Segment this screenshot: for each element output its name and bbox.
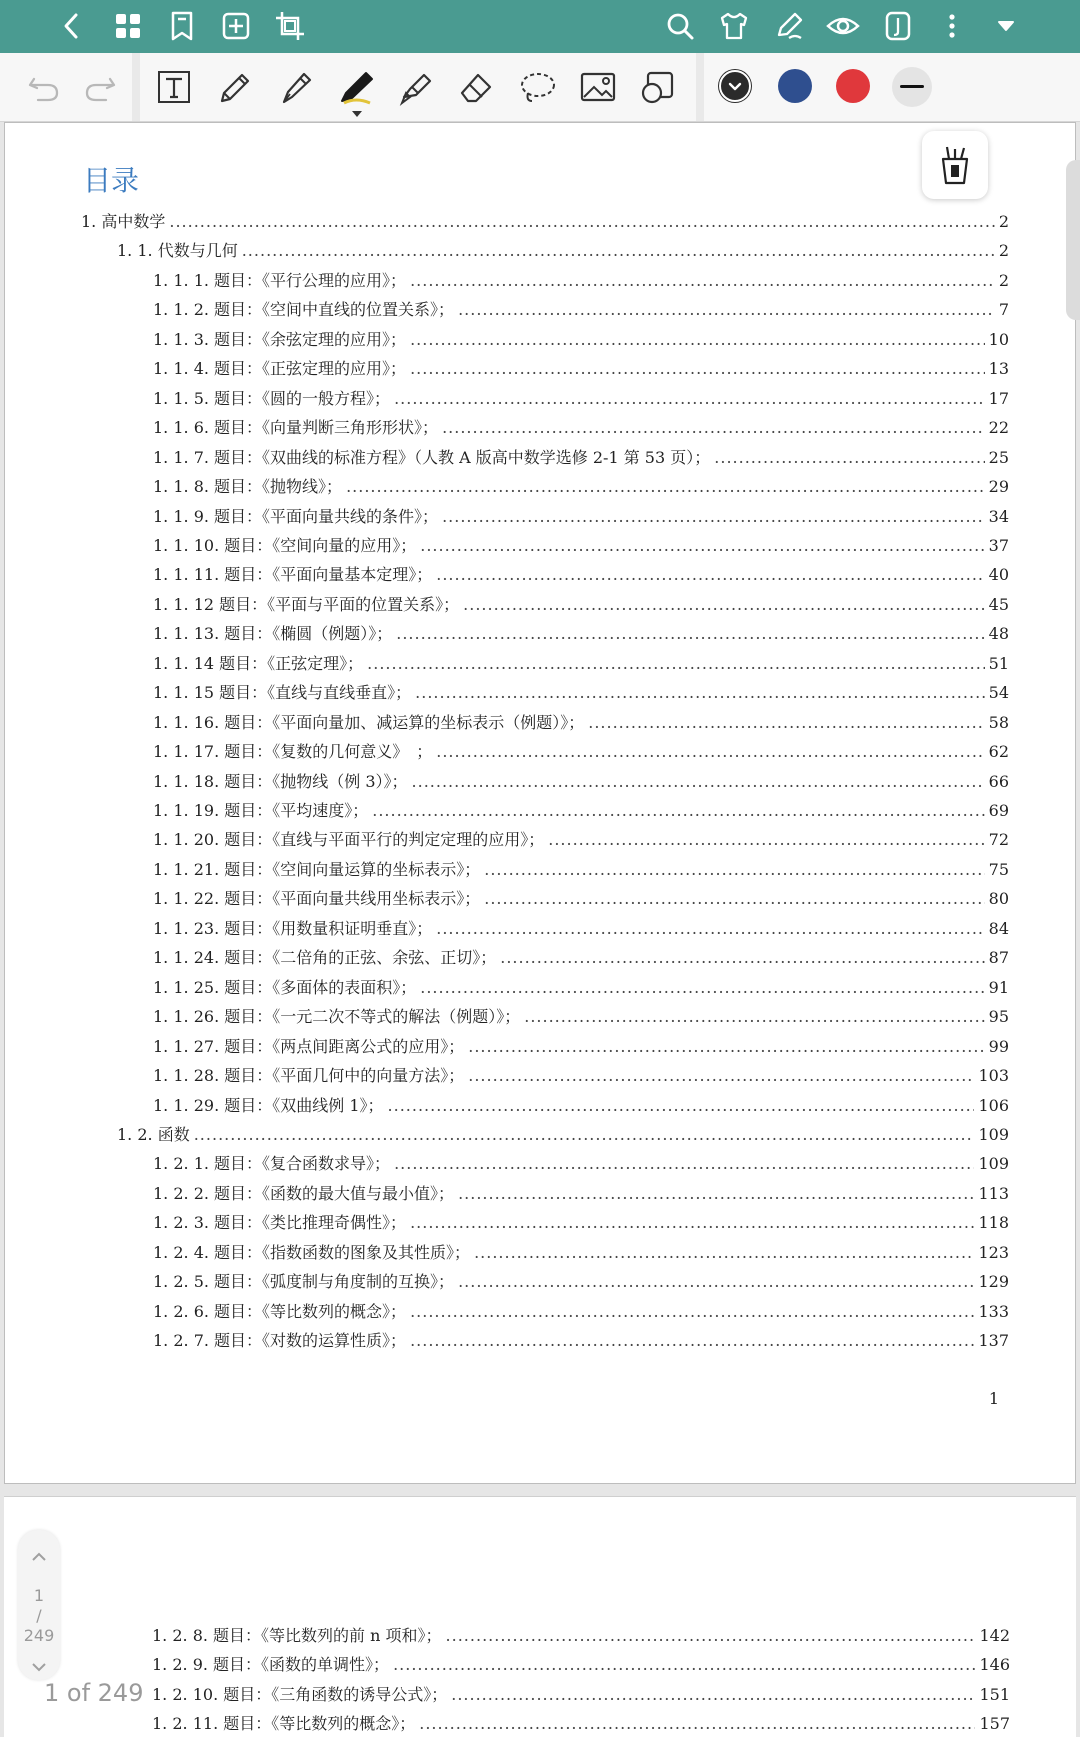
toc-entry-title: 1. 2. 1. 题目：《复合函数求导》； <box>153 1154 391 1174</box>
toc-entry-title: 1. 2. 10. 题目：《三角函数的诱导公式》； <box>152 1684 448 1704</box>
toc-leader-dots <box>420 533 984 559</box>
toc-entry-title: 1. 2. 7. 题目：《对数的运算性质》； <box>153 1331 407 1351</box>
toc-entry-page: 17 <box>988 388 1009 408</box>
toc-entry[interactable] <box>153 680 1009 706</box>
toc-entry-title: 1. 1. 代数与几何 <box>117 241 238 261</box>
toc-leader-dots <box>410 1299 974 1325</box>
page-navigator[interactable] <box>18 1530 60 1680</box>
toc-entry-page: 48 <box>988 624 1009 644</box>
pen-cup-icon <box>939 145 971 185</box>
toc-entry-title: 1. 1. 29. 题目：《双曲线例 1》； <box>153 1095 384 1115</box>
toc-entry-page: 37 <box>988 535 1009 555</box>
toc-entry-page: 103 <box>978 1066 1009 1086</box>
toc-entry-page: 25 <box>988 447 1009 467</box>
toc-entry-page: 13 <box>988 359 1009 379</box>
toc-entry[interactable] <box>117 238 1009 264</box>
toc-entry[interactable] <box>153 533 1009 559</box>
shirt-icon[interactable] <box>716 8 752 44</box>
toc-leader-dots <box>410 356 985 382</box>
toc-leader-dots <box>588 710 984 736</box>
add-page-icon[interactable] <box>218 8 254 44</box>
toc-entry[interactable] <box>153 769 1009 795</box>
toc-entry-title: 1. 1. 17. 题目：《复数的几何意义》 ； <box>153 742 433 762</box>
toc-entry[interactable] <box>81 209 1009 235</box>
toc-entry-title: 1. 1. 16. 题目：《平面向量加、减运算的坐标表示（例题）》； <box>153 712 585 732</box>
toc-entry-page: 87 <box>988 948 1009 968</box>
toc-entry-page: 29 <box>988 477 1009 497</box>
toc-entry[interactable] <box>153 827 1009 853</box>
toc-entry-page: 51 <box>988 653 1009 673</box>
color-swatch-red[interactable] <box>836 69 870 103</box>
toc-entry-title: 1. 2. 6. 题目：《等比数列的概念》； <box>153 1301 407 1321</box>
eraser-icon[interactable] <box>456 67 496 107</box>
grid-icon[interactable] <box>110 8 146 44</box>
undo-icon[interactable] <box>24 67 64 107</box>
toc-entry-page: 66 <box>988 771 1009 791</box>
chevron-up-icon[interactable] <box>29 1550 49 1564</box>
search-icon[interactable] <box>662 8 698 44</box>
toc-leader-dots <box>446 1623 976 1649</box>
pencil-icon[interactable] <box>214 67 254 107</box>
toc-entry[interactable] <box>153 1034 1009 1060</box>
toc-leader-dots <box>396 621 984 647</box>
toc-entry[interactable] <box>153 445 1009 471</box>
toc-entry-page: 99 <box>988 1036 1009 1056</box>
toc-entry[interactable] <box>153 474 1009 500</box>
toc-entry[interactable] <box>152 1711 1010 1737</box>
toc-entry-title: 1. 1. 23. 题目：《用数量积证明垂直》； <box>153 918 433 938</box>
toc-entry-title: 1. 1. 9. 题目：《平面向量共线的条件》； <box>153 506 439 526</box>
toolbar-divider <box>132 53 140 121</box>
toc-title: 目录 <box>83 164 140 197</box>
stroke-width-selected[interactable] <box>892 67 932 107</box>
toc-entry[interactable] <box>152 1652 1010 1678</box>
toc-entry[interactable] <box>153 268 1009 294</box>
toc-entry-title: 1. 1. 12 题目：《平面与平面的位置关系》； <box>153 594 460 614</box>
toc-entry-page: 69 <box>988 801 1009 820</box>
toc-entry-title: 1. 1. 5. 题目：《圆的一般方程》； <box>153 388 391 408</box>
toc-entry-title: 1. 1. 7. 题目：《双曲线的标准方程》（人教 A 版高中数学选修 2-1 第 53 页）； <box>153 447 711 467</box>
bookmark-icon[interactable] <box>164 8 200 44</box>
toc-entry-title: 1. 2. 11. 题目：《等比数列的概念》； <box>152 1714 416 1734</box>
toc-entry[interactable] <box>153 1210 1009 1236</box>
toc-entry-title: 1. 1. 10. 题目：《空间向量的应用》； <box>153 535 417 555</box>
toc-entry-page: 54 <box>988 683 1009 703</box>
toc-entry-title: 1. 1. 1. 题目：《平行公理的应用》； <box>153 270 407 290</box>
toc-entry-page: 72 <box>988 830 1009 850</box>
toc-entry-page: 34 <box>988 506 1009 526</box>
toc-entry[interactable] <box>153 504 1009 530</box>
text-tool-icon[interactable] <box>154 67 194 107</box>
toc-leader-dots <box>410 268 995 294</box>
toc-entry-title: 1. 1. 15 题目：《直线与直线垂直》； <box>153 683 412 703</box>
toc-entry-page: 151 <box>979 1684 1010 1704</box>
toc-entry[interactable] <box>153 327 1009 353</box>
toc-entry-title: 1. 1. 26. 题目：《一元二次不等式的解法（例题）》； <box>153 1007 521 1027</box>
toc-entry[interactable] <box>153 1063 1009 1089</box>
toc-entry-title: 1. 1. 21. 题目：《空间向量运算的坐标表示》； <box>153 859 481 879</box>
toc-entry[interactable] <box>153 975 1009 1001</box>
toc-entry-page: 45 <box>988 594 1009 614</box>
toc-leader-dots <box>458 1181 974 1207</box>
toc-leader-dots <box>484 857 984 883</box>
toc-entry-page: 113 <box>978 1183 1009 1203</box>
toc-entry-title: 1. 1. 24. 题目：《二倍角的正弦、余弦、正切》； <box>153 948 497 968</box>
dropdown-icon[interactable] <box>988 8 1024 44</box>
active-tool-caret <box>352 111 362 117</box>
toc-entry-page: 2 <box>998 212 1009 231</box>
toc-entry[interactable] <box>152 1682 1010 1708</box>
toc-entry[interactable] <box>153 1328 1009 1354</box>
toc-entry-page: 2 <box>998 270 1009 290</box>
toc-leader-dots <box>420 975 984 1001</box>
pen-cup-button[interactable] <box>922 131 988 199</box>
toc-entry-title: 1. 1. 3. 题目：《余弦定理的应用》； <box>153 329 407 349</box>
toc-entry[interactable] <box>153 1269 1009 1295</box>
toc-entry-page: 123 <box>978 1242 1009 1262</box>
toc-leader-dots <box>474 1240 974 1266</box>
toc-entry-title: 1. 1. 27. 题目：《两点间距离公式的应用》； <box>153 1036 465 1056</box>
toc-entry[interactable] <box>153 916 1009 942</box>
toc-entry-page: 118 <box>978 1213 1009 1233</box>
page-count-label: 1 of 249 <box>44 1679 144 1707</box>
toc-leader-dots <box>242 238 995 264</box>
toc-leader-dots <box>524 1004 984 1030</box>
image-icon[interactable] <box>578 67 618 107</box>
toc-leader-dots <box>412 769 985 795</box>
toc-leader-dots <box>458 297 995 323</box>
toc-entry[interactable] <box>153 592 1009 618</box>
top-toolbar <box>0 0 1080 53</box>
toc-leader-dots <box>372 798 984 824</box>
toc-leader-dots <box>548 827 984 853</box>
color-swatch-black[interactable] <box>718 69 752 103</box>
toc-entry-title: 1. 1. 14 题目：《正弦定理》； <box>153 653 364 673</box>
toc-entry-page: 84 <box>988 918 1009 938</box>
toc-entry[interactable] <box>153 739 1009 765</box>
chevron-down-icon[interactable] <box>29 1660 49 1674</box>
toc-entry[interactable] <box>117 1122 1009 1148</box>
toc-entry-page: 95 <box>988 1007 1009 1027</box>
toc-leader-dots <box>500 945 984 971</box>
toc-leader-dots <box>169 209 994 235</box>
toc-entry-page: 109 <box>978 1124 1009 1144</box>
toc-leader-dots <box>388 1093 975 1119</box>
toc-entry-title: 1. 1. 18. 题目：《抛物线（例 3）》； <box>153 771 408 791</box>
toc-leader-dots <box>346 474 985 500</box>
toc-entry-title: 1. 1. 11. 题目：《平面向量基本定理》； <box>153 565 433 585</box>
toc-entry-title: 1. 1. 8. 题目：《抛物线》； <box>153 477 343 497</box>
toc-entry-title: 1. 2. 函数 <box>117 1124 190 1144</box>
toc-leader-dots <box>442 504 985 530</box>
toc-leader-dots <box>451 1682 975 1708</box>
toc-leader-dots <box>367 651 984 677</box>
drawing-toolbar <box>0 53 1080 122</box>
toc-entry[interactable] <box>153 415 1009 441</box>
toc-entry-page: 129 <box>978 1272 1009 1292</box>
toc-entry[interactable] <box>153 1151 1009 1177</box>
toc-entry-title: 1. 1. 20. 题目：《直线与平面平行的判定定理的应用》； <box>153 830 545 850</box>
toc-leader-dots <box>436 562 984 588</box>
toc-entry-page: 80 <box>988 889 1009 909</box>
page-separator: / <box>36 1606 42 1625</box>
eye-icon[interactable] <box>825 8 861 44</box>
toc-entry-page: 7 <box>998 300 1009 320</box>
document-page-2 <box>4 1496 1076 1737</box>
toc-entry-page: 62 <box>988 742 1009 762</box>
toc-entry-title: 1. 1. 2. 题目：《空间中直线的位置关系》； <box>153 300 455 320</box>
toc-entry-title: 1. 1. 4. 题目：《正弦定理的应用》； <box>153 359 407 379</box>
toc-entry-title: 1. 1. 19. 题目：《平均速度》； <box>153 801 369 820</box>
toc-entry-page: 75 <box>988 859 1009 879</box>
more-icon[interactable] <box>934 8 970 44</box>
toc-entry[interactable] <box>153 1093 1009 1119</box>
toc-leader-dots <box>463 592 984 618</box>
toc-entry-page: 22 <box>988 418 1009 438</box>
toc-entry[interactable] <box>153 1004 1009 1030</box>
page-footer-number: 1 <box>988 1389 999 1408</box>
toolbar-divider <box>696 53 704 121</box>
toc-entry-page: 157 <box>979 1714 1010 1734</box>
total-pages: 249 <box>23 1626 55 1645</box>
toc-entry-page: 10 <box>988 329 1009 349</box>
toc-entry-title: 1. 1. 28. 题目：《平面几何中的向量方法》； <box>153 1066 465 1086</box>
marker-pen-icon[interactable] <box>336 67 376 107</box>
toc-leader-dots <box>468 1063 974 1089</box>
toc-entry-page: 109 <box>978 1154 1009 1174</box>
pen-edit-icon[interactable] <box>771 8 807 44</box>
toc-entry[interactable] <box>153 1181 1009 1207</box>
color-swatch-blue[interactable] <box>778 69 812 103</box>
toc-leader-dots <box>415 680 984 706</box>
toc-entry[interactable] <box>153 297 1009 323</box>
toc-entry[interactable] <box>153 562 1009 588</box>
toc-leader-dots <box>410 1328 974 1354</box>
lasso-icon[interactable] <box>518 67 558 107</box>
toc-entry-page: 146 <box>979 1655 1010 1675</box>
current-page: 1 <box>33 1586 45 1605</box>
toc-entry-page: 91 <box>988 977 1009 997</box>
toc-leader-dots <box>458 1269 974 1295</box>
toc-entry[interactable] <box>153 621 1009 647</box>
toc-entry[interactable] <box>153 710 1009 736</box>
toc-entry[interactable] <box>153 945 1009 971</box>
shapes-icon[interactable] <box>638 67 678 107</box>
toc-entry-page: 133 <box>978 1301 1009 1321</box>
redo-icon[interactable] <box>80 67 120 107</box>
toc-entry[interactable] <box>153 356 1009 382</box>
toc-entry[interactable] <box>153 798 1009 824</box>
toc-entry-title: 1. 2. 8. 题目：《等比数列的前 n 项和》； <box>152 1626 442 1645</box>
toc-entry-title: 1. 2. 9. 题目：《函数的单调性》； <box>152 1655 390 1675</box>
side-panel-handle[interactable] <box>1066 160 1080 320</box>
toc-entry-title: 1. 高中数学 <box>81 212 166 231</box>
toc-entry-page: 106 <box>978 1095 1009 1115</box>
toc-leader-dots <box>394 386 985 412</box>
toc-entry-page: 58 <box>988 712 1009 732</box>
toc-entry-page: 137 <box>978 1331 1009 1351</box>
toc-leader-dots <box>194 1122 975 1148</box>
toc-entry-title: 1. 1. 13. 题目：《椭圆（例题）》； <box>153 624 393 644</box>
toc-entry[interactable] <box>153 886 1009 912</box>
toc-leader-dots <box>410 1210 974 1236</box>
highlighter-icon[interactable] <box>396 67 436 107</box>
toc-leader-dots <box>484 886 984 912</box>
toc-entry[interactable] <box>153 386 1009 412</box>
toc-leader-dots <box>468 1034 984 1060</box>
crop-icon[interactable] <box>272 8 308 44</box>
toc-entry[interactable] <box>153 651 1009 677</box>
template-icon[interactable] <box>880 8 916 44</box>
toc-entry-title: 1. 2. 3. 题目：《类比推理奇偶性》； <box>153 1213 407 1233</box>
toc-entry-title: 1. 1. 6. 题目：《向量判断三角形形状》； <box>153 418 439 438</box>
toc-entry-page: 142 <box>979 1626 1010 1645</box>
toc-leader-dots <box>436 916 984 942</box>
toc-entry-title: 1. 1. 22. 题目：《平面向量共线用坐标表示》； <box>153 889 481 909</box>
toc-entry-page: 2 <box>998 241 1009 261</box>
fountain-pen-icon[interactable] <box>276 67 316 107</box>
toc-leader-dots <box>410 327 985 353</box>
toc-entry-title: 1. 1. 25. 题目：《多面体的表面积》； <box>153 977 417 997</box>
toc-leader-dots <box>714 445 984 471</box>
toc-entry[interactable] <box>153 857 1009 883</box>
toc-entry-title: 1. 2. 4. 题目：《指数函数的图象及其性质》； <box>153 1242 471 1262</box>
toc-entry[interactable] <box>152 1623 1010 1649</box>
toc-leader-dots <box>442 415 985 441</box>
toc-entry-page: 40 <box>988 565 1009 585</box>
toc-entry-title: 1. 2. 5. 题目：《弧度制与角度制的互换》； <box>153 1272 455 1292</box>
stroke-thin-line <box>900 85 924 88</box>
toc-leader-dots <box>419 1711 975 1737</box>
toc-leader-dots <box>436 739 984 765</box>
toc-entry[interactable] <box>153 1240 1009 1266</box>
toc-entry[interactable] <box>153 1299 1009 1325</box>
back-icon[interactable] <box>54 8 90 44</box>
document-page-1 <box>4 122 1076 1484</box>
toc-leader-dots <box>393 1652 975 1678</box>
toc-entry-title: 1. 2. 2. 题目：《函数的最大值与最小值》； <box>153 1183 455 1203</box>
toc-leader-dots <box>394 1151 974 1177</box>
